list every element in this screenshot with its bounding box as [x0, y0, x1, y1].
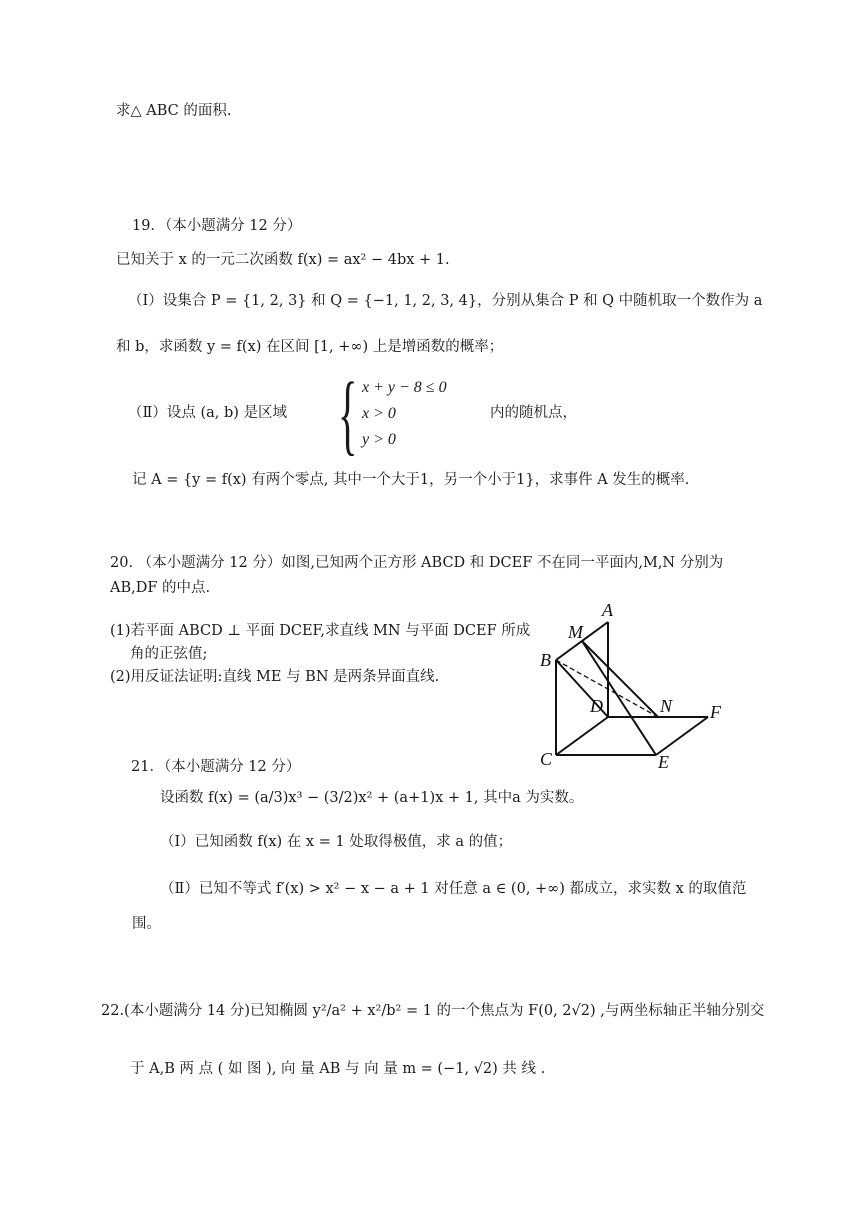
- q20-line2: AB,DF 的中点.: [110, 580, 211, 596]
- q19-part2-suffix: 内的随机点，: [490, 405, 577, 421]
- q20-figure: [520, 600, 760, 780]
- figure-label: B: [540, 650, 551, 670]
- figure-label: C: [540, 749, 553, 769]
- q20-part2: (2)用反证法证明:直线 ME 与 BN 是两条异面直线.: [110, 669, 440, 685]
- figure-label: D: [590, 696, 603, 716]
- figure-label: A: [602, 600, 613, 620]
- q19-system-row: x > 0: [362, 405, 396, 422]
- q19-header: 19．（本小题满分 12 分）: [132, 218, 302, 234]
- figure-label: E: [658, 752, 669, 772]
- q22-line1: 22.(本小题满分 14 分)已知椭圆 y²/a² + x²/b² = 1 的一个焦点为 F(0, 2√2) ,与两坐标轴正半轴分别交: [101, 1003, 765, 1019]
- q20-part1-line1: (1)若平面 ABCD ⊥ 平面 DCEF,求直线 MN 与平面 DCEF 所成: [110, 623, 531, 639]
- figure-label: N: [660, 696, 673, 716]
- q21-part2-line2: 围。: [132, 916, 161, 932]
- q19-system-row: x + y − 8 ≤ 0: [362, 379, 447, 396]
- q21-part2-line1: （Ⅱ）已知不等式 f′(x) > x² − x − a + 1 对任意 a ∈ (0, +∞) 都成立，求实数 x 的取值范: [160, 881, 747, 897]
- intro-line: [116, 101, 231, 121]
- q20-line1: 20. （本小题满分 12 分）如图,已知两个正方形 ABCD 和 DCEF 不在同一平面内,M,N 分别为: [110, 555, 724, 571]
- q19-stem: 已知关于 x 的一元二次函数 f(x) = ax² − 4bx + 1.: [116, 252, 450, 268]
- q19-system-row: y > 0: [362, 431, 396, 448]
- q19-part2-prefix: （Ⅱ）设点 (a, b) 是区域: [128, 405, 288, 421]
- q21-header: 21．（本小题满分 12 分）: [131, 759, 301, 775]
- q19-system: [362, 375, 447, 453]
- q19-system-brace: {: [338, 365, 358, 464]
- q22-line2: 于 A,B 两 点 ( 如 图 ), 向 量 AB 与 向 量 m = (−1, √2) 共 线 .: [130, 1061, 546, 1077]
- q19-part1-line1: （Ⅰ）设集合 P = {1, 2, 3} 和 Q = {−1, 1, 2, 3, 4}，分别从集合 P 和 Q 中随机取一个数作为 a: [128, 293, 763, 309]
- figure-label: F: [710, 702, 721, 722]
- q19-part2-event: 记 A = {y = f(x) 有两个零点, 其中一个大于1，另一个小于1}，求事件 A 发生的概率.: [132, 472, 690, 488]
- q21-stem: 设函数 f(x) = (a/3)x³ − (3/2)x² + (a+1)x + 1, 其中a 为实数。: [160, 790, 584, 806]
- intro-text: 求△ ABC 的面积.: [116, 103, 232, 119]
- q20-part1-line2: 角的正弦值;: [130, 646, 208, 662]
- q21-part1: （Ⅰ）已知函数 f(x) 在 x = 1 处取得极值，求 a 的值；: [160, 834, 513, 850]
- figure-label: M: [568, 622, 583, 642]
- q19-part1-line2: 和 b，求函数 y = f(x) 在区间 [1, +∞) 上是增函数的概率；: [116, 339, 504, 355]
